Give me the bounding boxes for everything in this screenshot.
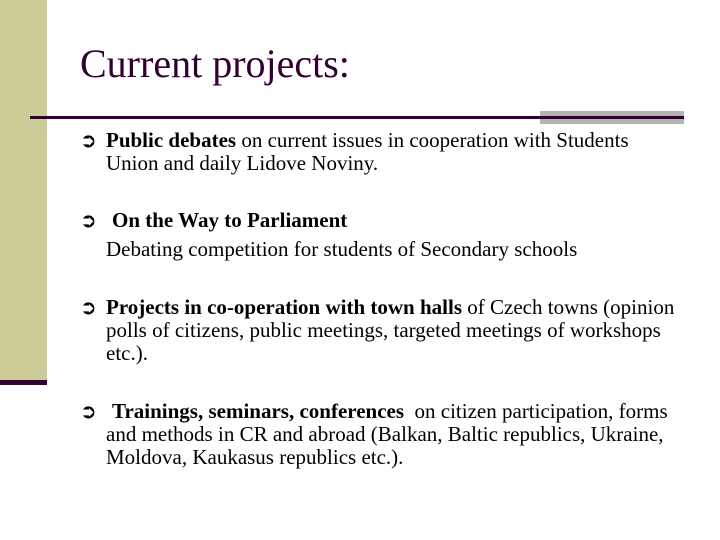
bullet-heading: Trainings, seminars, conferences (112, 399, 405, 423)
bullet-way-to-parliament (80, 209, 680, 261)
bullet-body: on current issues in cooperation with Students Union and daily Lidove Noviny. (106, 128, 629, 175)
title-rule-accent-line (540, 116, 684, 119)
bullet-heading: On the Way to Parliament (112, 208, 348, 232)
bullet-town-halls (80, 296, 680, 365)
bullet-body: on citizen participation, forms and methods in CR and abroad (Balkan, Baltic republics, Ukraine, Moldova, Kaukasus republics etc.). (106, 399, 673, 469)
bullet-trainings (80, 400, 680, 469)
bullet-body: Debating competition for students of Secondary schools (106, 237, 578, 261)
bullet-heading: Public debates (106, 128, 237, 152)
bullet-heading: Projects in co-operation with town halls (106, 295, 463, 319)
arrow-right-icon: ➲ (80, 295, 97, 319)
sidebar-panel (0, 0, 47, 384)
slide-title: Current projects: (80, 41, 350, 86)
bullet-body: of Czech towns (opinion polls of citizens, public meetings, targeted meetings of workshops etc.). (106, 295, 675, 365)
arrow-right-icon: ➲ (80, 128, 97, 152)
arrow-right-icon: ➲ (80, 399, 97, 423)
arrow-right-icon: ➲ (80, 208, 97, 232)
bullet-public-debates (80, 129, 680, 175)
sidebar-base-bar (0, 380, 47, 385)
